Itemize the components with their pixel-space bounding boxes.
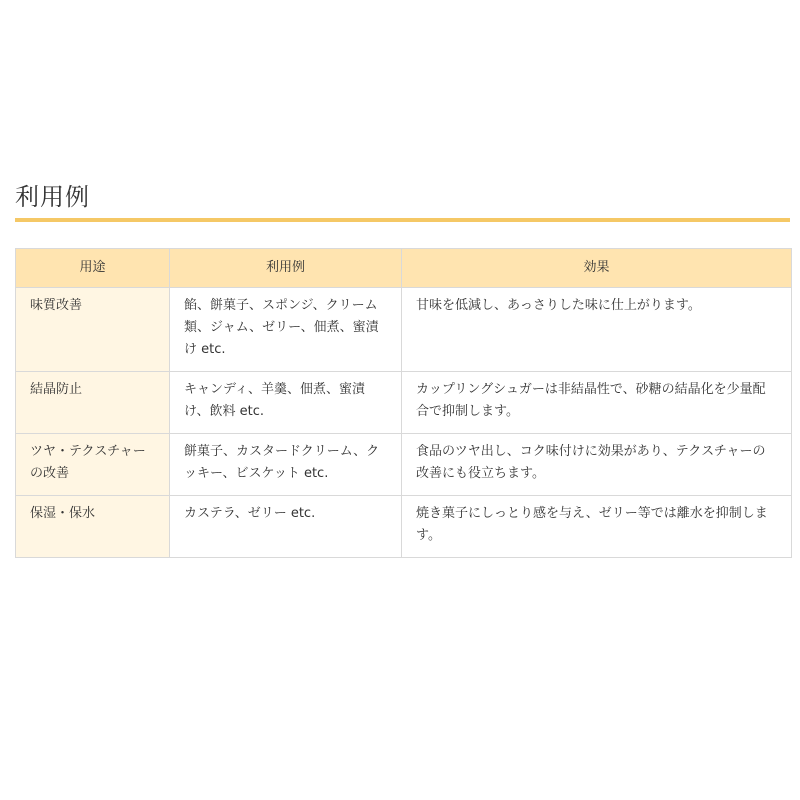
title-underline	[15, 218, 790, 222]
table-row	[16, 288, 792, 372]
use-cell: 結晶防止	[16, 372, 170, 434]
header-use: 用途	[16, 249, 170, 288]
table-row	[16, 434, 792, 496]
example-cell: キャンディ、羊羹、佃煮、蜜漬け、飲料 etc.	[170, 372, 402, 434]
example-cell: 餡、餅菓子、スポンジ、クリーム類、ジャム、ゼリー、佃煮、蜜漬け etc.	[170, 288, 402, 372]
effect-cell: カップリングシュガーは非結晶性で、砂糖の結晶化を少量配合で抑制します。	[402, 372, 792, 434]
table-header-row	[16, 249, 792, 288]
table-row	[16, 496, 792, 558]
effect-cell: 甘味を低減し、あっさりした味に仕上がります。	[402, 288, 792, 372]
table-row	[16, 372, 792, 434]
usage-table	[15, 248, 792, 558]
effect-cell: 焼き菓子にしっとり感を与え、ゼリー等では離水を抑制します。	[402, 496, 792, 558]
effect-cell: 食品のツヤ出し、コク味付けに効果があり、テクスチャーの改善にも役立ちます。	[402, 434, 792, 496]
header-example: 利用例	[170, 249, 402, 288]
use-cell: ツヤ・テクスチャーの改善	[16, 434, 170, 496]
use-cell: 味質改善	[16, 288, 170, 372]
example-cell: カステラ、ゼリー etc.	[170, 496, 402, 558]
example-cell: 餅菓子、カスタードクリーム、クッキー、ビスケット etc.	[170, 434, 402, 496]
use-cell: 保湿・保水	[16, 496, 170, 558]
section-title: 利用例	[15, 183, 90, 211]
header-effect: 効果	[402, 249, 792, 288]
